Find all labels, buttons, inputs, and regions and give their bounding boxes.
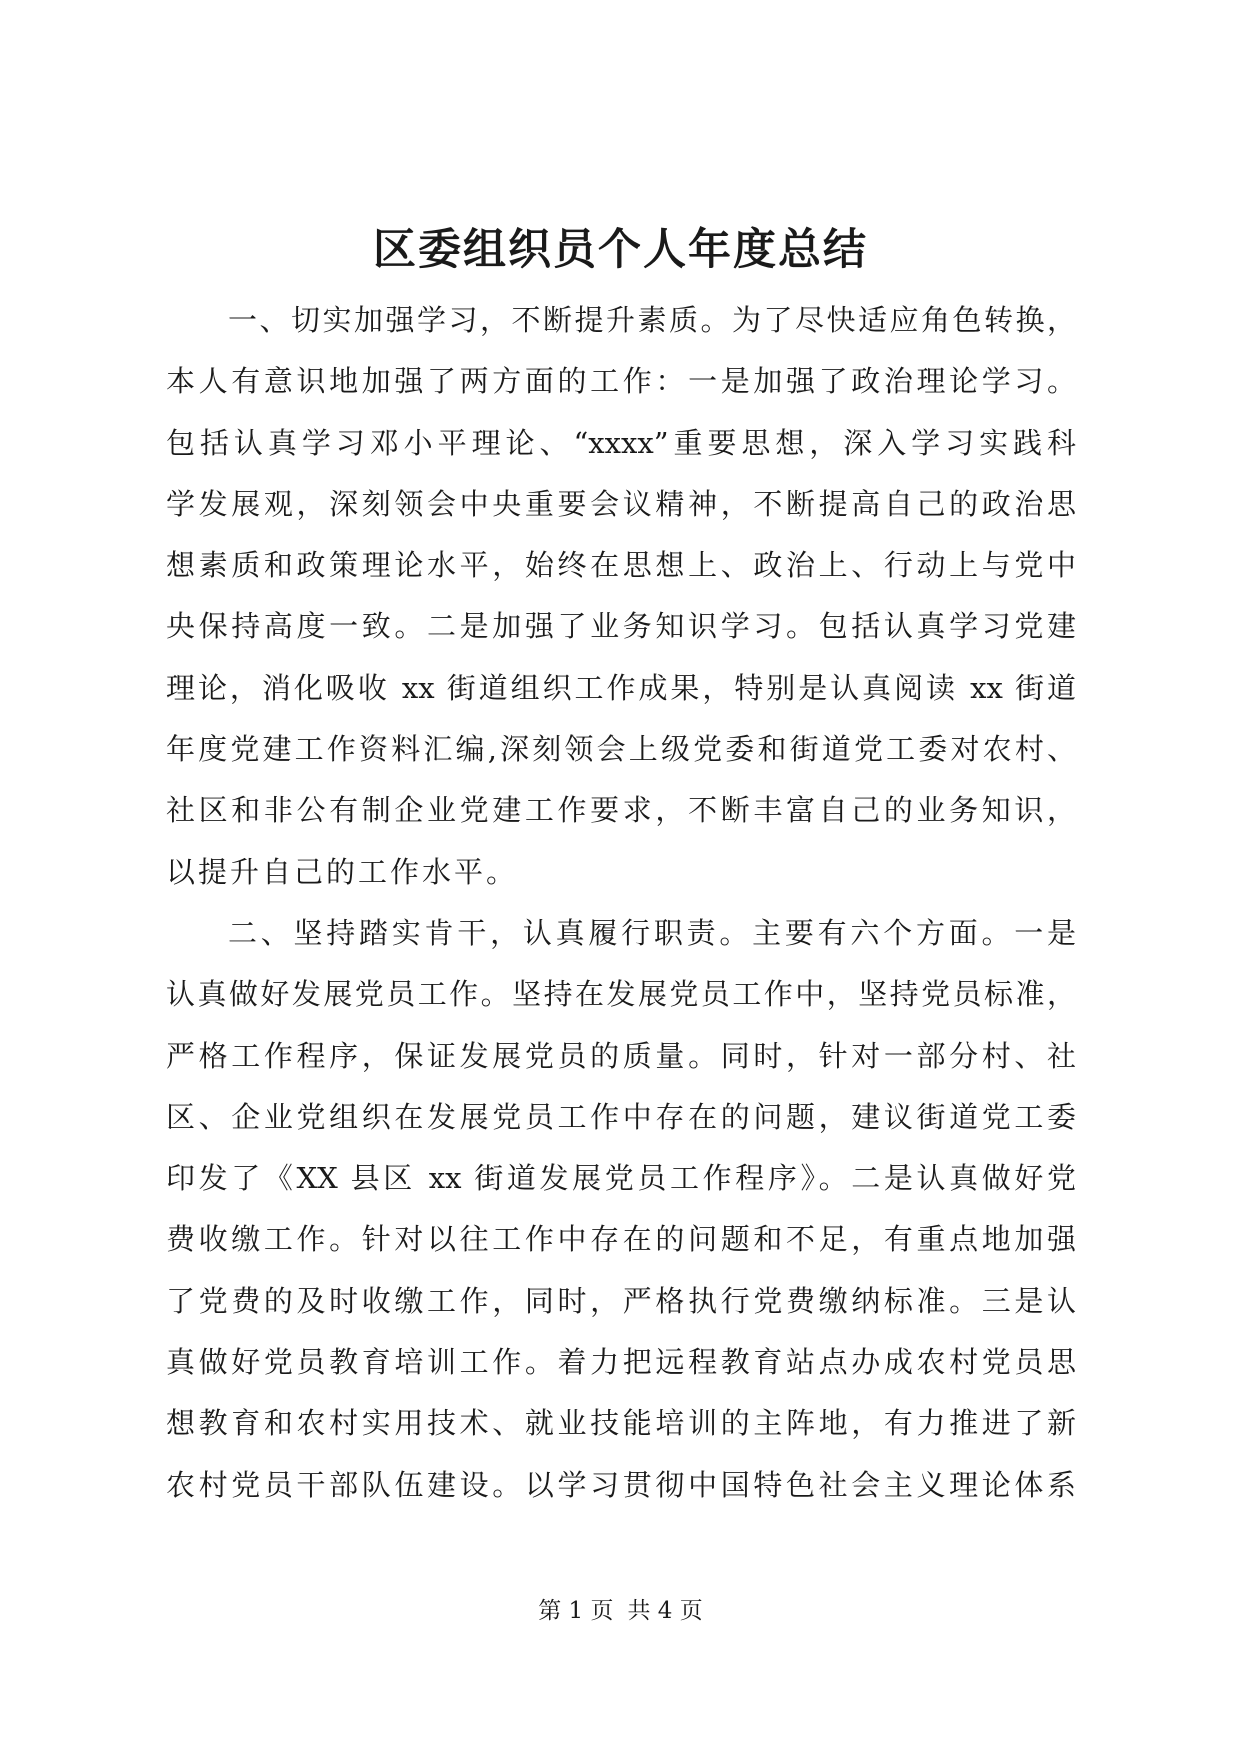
- page-footer: [0, 1596, 1241, 1626]
- paragraph-1-line-10: 以提升自己的工作水平。: [166, 854, 519, 889]
- page-total: 共 4 页: [627, 1598, 703, 1624]
- paragraph-2-line-1: 二、坚持踏实肯干，认真履行职责。主要有六个方面。一是: [228, 915, 1076, 950]
- paragraph-2-line-10: 农村党员干部队伍建设。以学习贯彻中国特色社会主义理论体系: [166, 1467, 1076, 1502]
- paragraph-1-line-6: 央保持高度一致。二是加强了业务知识学习。包括认真学习党建: [166, 609, 1076, 644]
- paragraph-2-line-9: 想教育和农村实用技术、就业技能培训的主阵地，有力推进了新: [166, 1406, 1076, 1441]
- paragraph-2-line-7: 了党费的及时收缴工作，同时，严格执行党费缴纳标准。三是认: [166, 1283, 1076, 1318]
- document-title: 区委组织员个人年度总结: [373, 225, 868, 275]
- paragraph-2-line-5: 印发了《XX 县区 xx 街道发展党员工作程序》。二是认真做好党: [166, 1161, 1076, 1196]
- paragraph-2-line-4: 区、企业党组织在发展党员工作中存在的问题，建议街道党工委: [166, 1099, 1076, 1134]
- paragraph-1-line-9: 社区和非公有制企业党建工作要求，不断丰富自己的业务知识，: [166, 793, 1076, 828]
- page-number: 第 1 页: [538, 1598, 614, 1624]
- paragraph-2-line-3: 严格工作程序，保证发展党员的质量。同时，针对一部分村、社: [166, 1038, 1076, 1073]
- document-body: [166, 290, 1076, 1516]
- paragraph-2-line-8: 真做好党员教育培训工作。着力把远程教育站点办成农村党员思: [166, 1345, 1076, 1380]
- paragraph-2-line-2: 认真做好发展党员工作。坚持在发展党员工作中，坚持党员标准，: [166, 977, 1076, 1012]
- paragraph-1-line-1: 一、切实加强学习，不断提升素质。为了尽快适应角色转换，: [228, 303, 1076, 337]
- paragraph-1-line-2: 本人有意识地加强了两方面的工作：一是加强了政治理论学习。: [166, 364, 1076, 399]
- paragraph-1-line-3: 包括认真学习邓小平理论、“xxxx”重要思想，深入学习实践科: [166, 425, 1076, 460]
- paragraph-2-line-6: 费收缴工作。针对以往工作中存在的问题和不足，有重点地加强: [166, 1222, 1076, 1257]
- paragraph-1-line-7: 理论，消化吸收 xx 街道组织工作成果，特别是认真阅读 xx 街道: [166, 670, 1076, 705]
- paragraph-1-line-8: 年度党建工作资料汇编,深刻领会上级党委和街道党工委对农村、: [166, 732, 1076, 767]
- paragraph-1-line-5: 想素质和政策理论水平，始终在思想上、政治上、行动上与党中: [166, 548, 1076, 583]
- paragraph-1-line-4: 学发展观，深刻领会中央重要会议精神，不断提高自己的政治思: [166, 486, 1076, 521]
